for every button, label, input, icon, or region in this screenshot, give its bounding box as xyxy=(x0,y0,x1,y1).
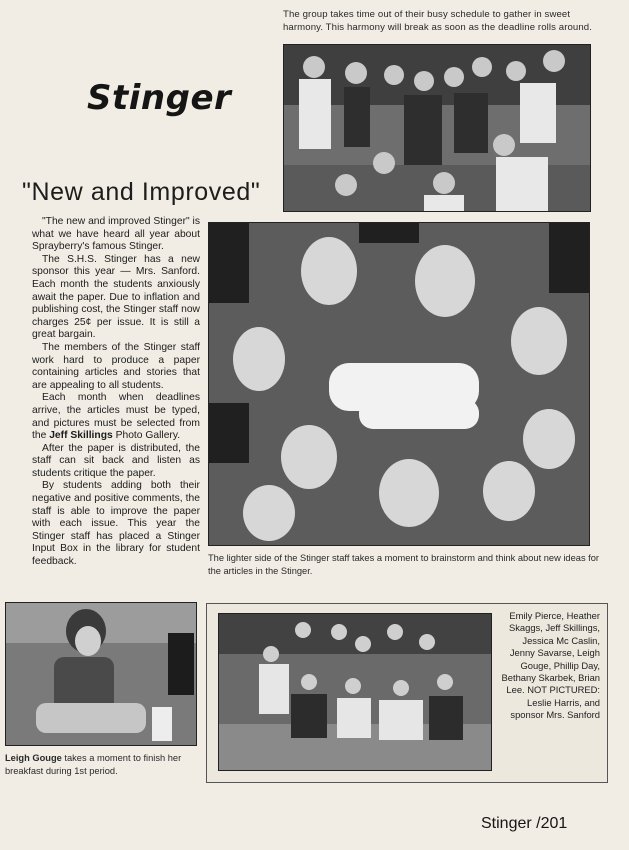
staff-group-photo-bottom xyxy=(218,613,492,771)
top-photo-caption: The group takes time out of their busy schedule to gather in sweet harmony. This harmony will break as soon as the deadline rolls around. xyxy=(283,9,593,33)
breakfast-photo xyxy=(5,602,197,746)
page-subtitle: "New and Improved" xyxy=(22,178,261,206)
page-number: Stinger /201 xyxy=(481,815,568,832)
middle-photo-caption: The lighter side of the Stinger staff takes a moment to brainstorm and think about new ideas for the articles in the Stinger. xyxy=(208,553,600,576)
article-body xyxy=(32,216,200,569)
article-text: Photo Gallery. xyxy=(115,430,181,442)
staff-huddle-photo xyxy=(208,222,590,546)
page-title: Stinger xyxy=(87,78,232,118)
article-paragraph: After the paper is distributed, the staff can sit back and listen as students critique the paper. xyxy=(32,442,200,479)
staff-group-photo-top xyxy=(283,44,591,212)
caption-text: takes a moment to finish her breakfast during 1st period. xyxy=(5,753,182,776)
article-paragraph xyxy=(32,392,200,442)
article-paragraph: "The new and improved Stinger" is what we have heard all year about Sprayberry's famous Stinger. xyxy=(32,216,200,253)
caption-name: Leigh Gouge xyxy=(5,753,62,763)
article-paragraph: The members of the Stinger staff work hard to produce a paper containing articles and stories that are appealing to all students. xyxy=(32,341,200,391)
staff-names-list: Emily Pierce, Heather Skaggs, Jeff Skillings, Jessica Mc Caslin, Jenny Savarse, Leigh Gouge, Phillip Day, Bethany Skarbek, Brian Lee. NOT PICTURED: Leslie Harris, and sponsor Mrs. Sanford xyxy=(501,610,600,721)
article-paragraph: By students adding both their negative and positive comments, the staff is able to improve the paper with each issue. This year the Stinger staff has placed a Stinger Input Box in the library for student feedback. xyxy=(32,480,200,568)
gallery-name: Jeff Skillings xyxy=(49,430,113,442)
article-paragraph: The S.H.S. Stinger has a new sponsor this year — Mrs. Sanford. Each month the students anxiously await the paper. Due to inflation and publishing cost, the Stinger staff now charges 25¢ per issue. It is still a great bargain. xyxy=(32,253,200,341)
breakfast-photo-caption xyxy=(5,752,201,777)
article-text: Each month when deadlines arrive, the articles must be typed, and pictures must be selected from the xyxy=(32,392,200,442)
